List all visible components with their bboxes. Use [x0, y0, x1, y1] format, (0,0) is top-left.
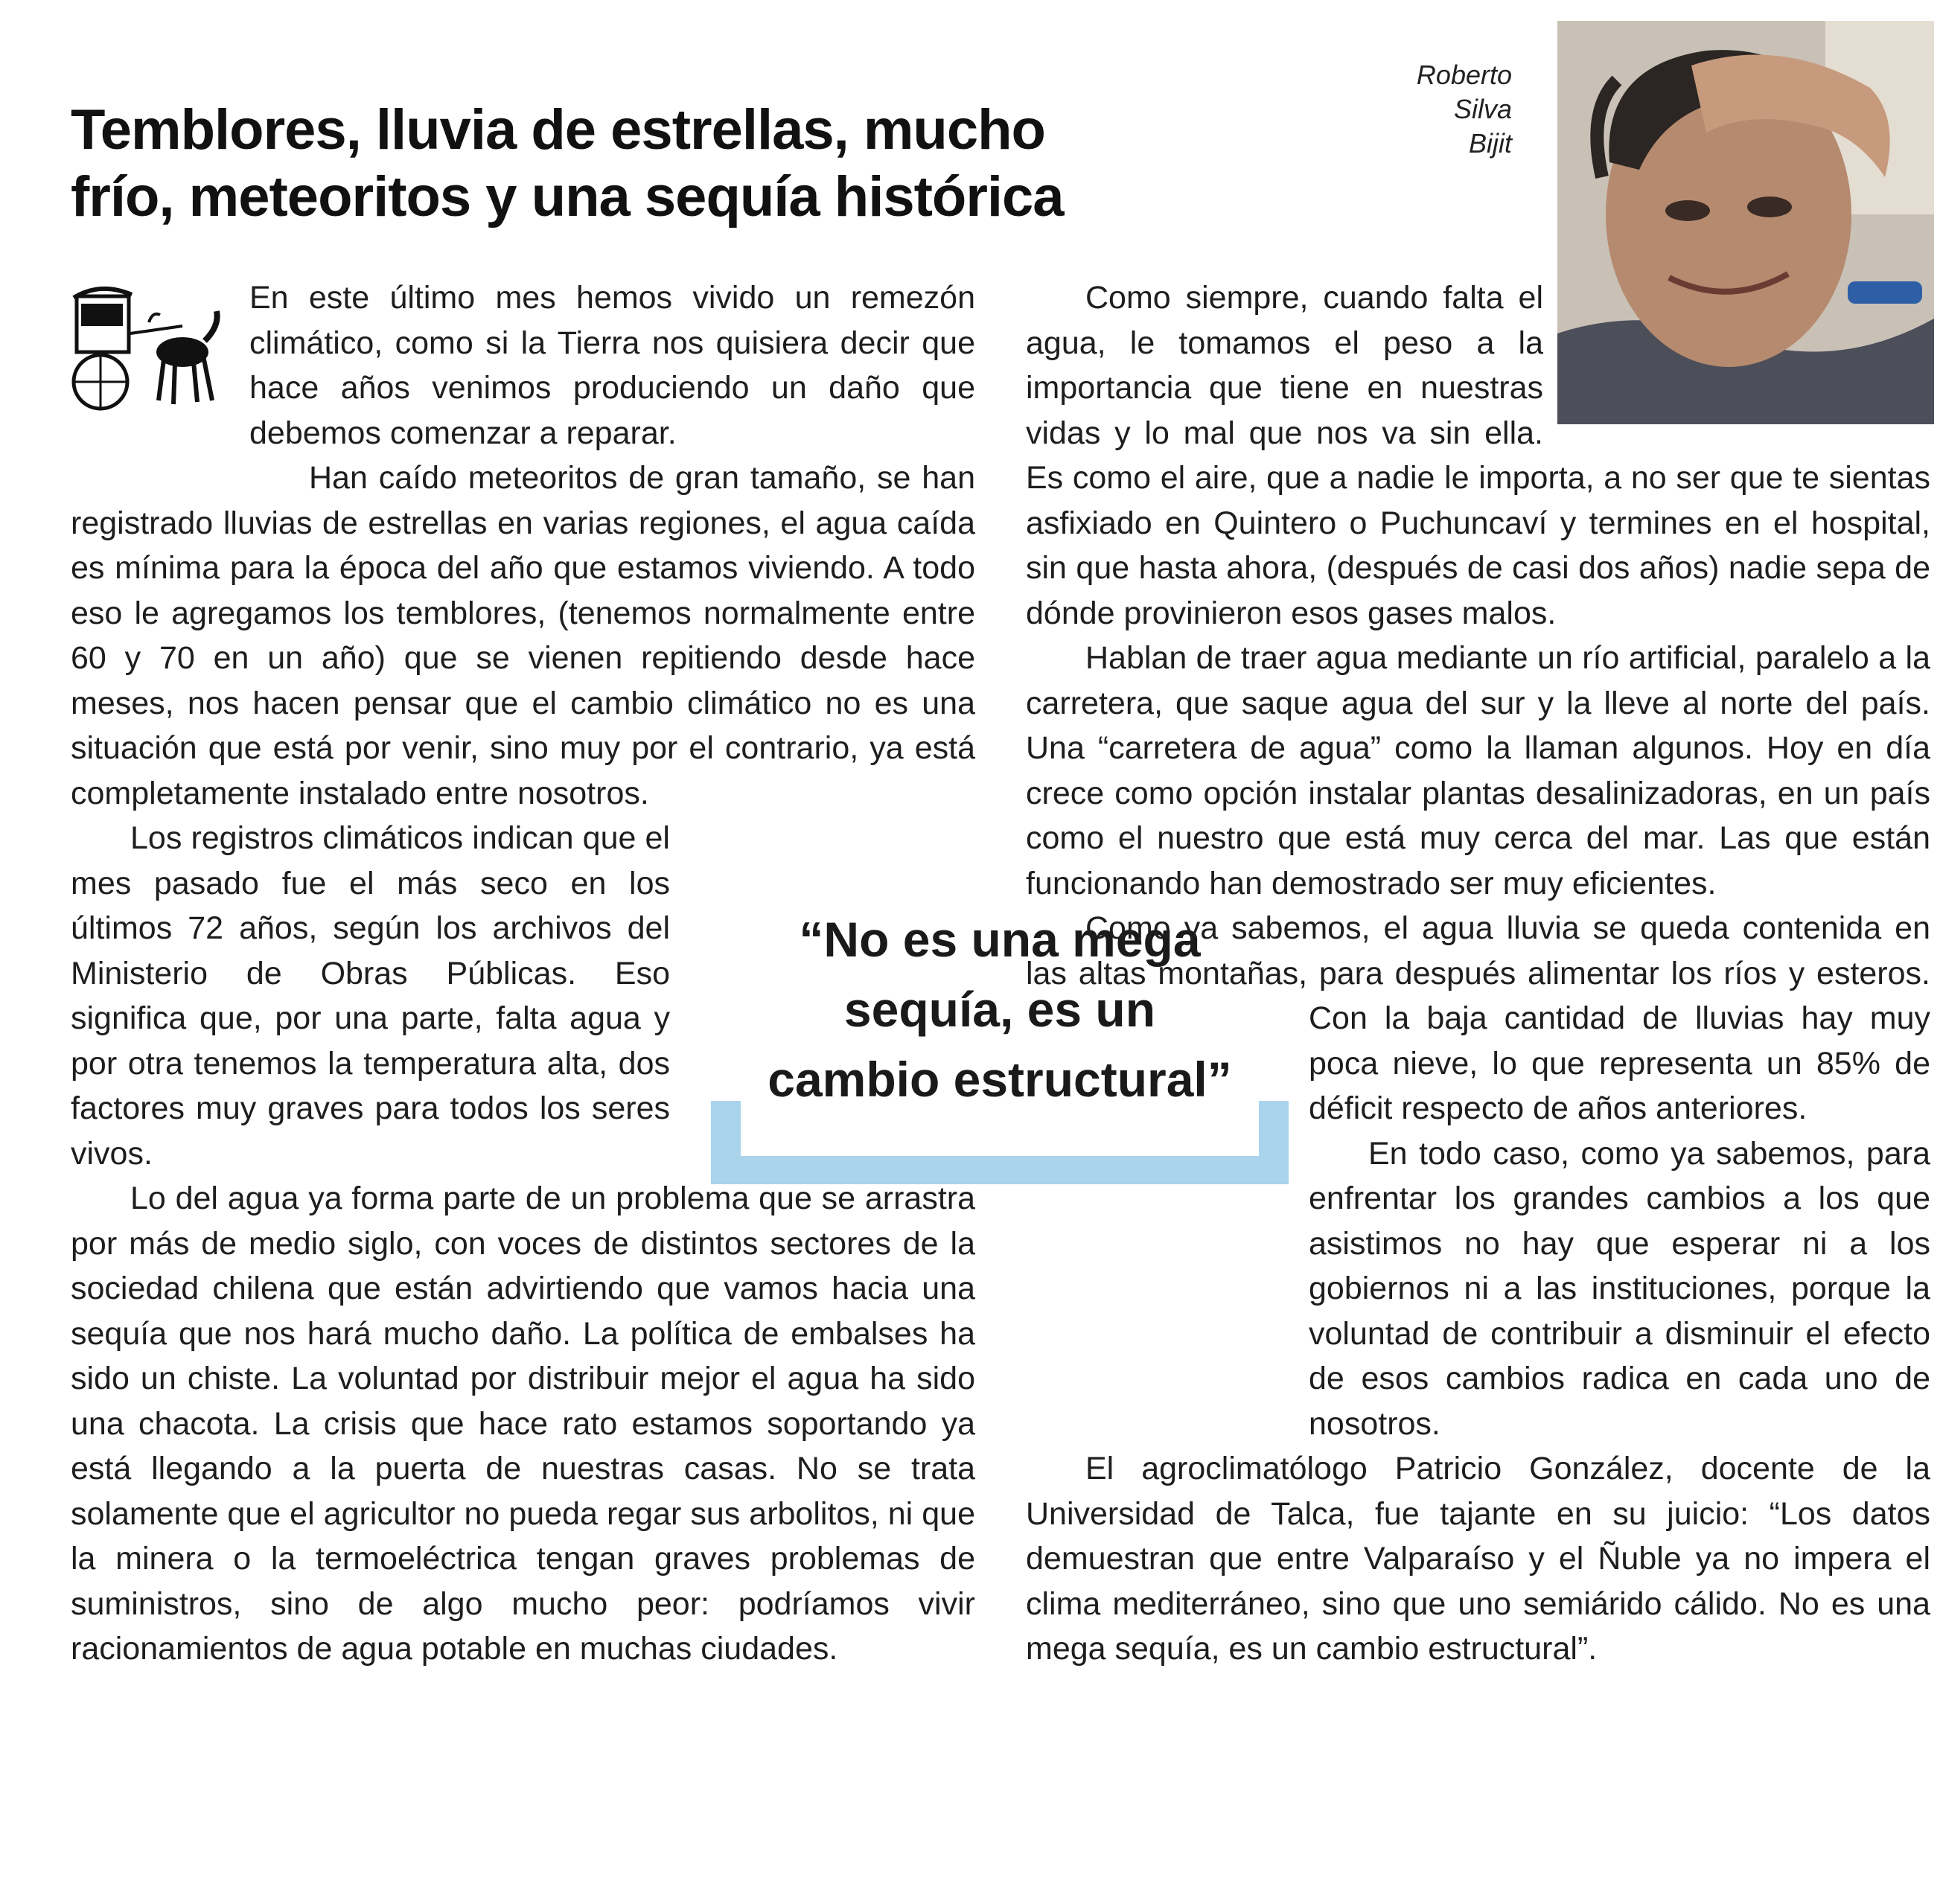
author-byline [1417, 58, 1512, 161]
headline-line-1: Temblores, lluvia de estrellas, mucho [71, 98, 1045, 162]
column-left [71, 275, 975, 1672]
author-last-name: Bijit [1468, 128, 1512, 159]
paragraph: Como siempre, cuando falta el agua, le tomamos el peso a la importancia que tiene en nuestras vidas y lo mal que nos va sin ella. Es como el aire, que a nadie le importa, a no ser que te sientas asfixiado en Quintero o Puchuncaví y termines en el hospital, sin que hasta ahora, (después de casi dos años) nadie sepa de dónde provinieron esos gases malos. [1026, 280, 1930, 631]
author-middle-name: Silva [1453, 94, 1512, 124]
paragraph: Los registros climáticos indican que el mes pasado fue el más seco en los últimos 72 años, según los archivos del Ministerio de Obras Públicas. Eso significa que, por una parte, falta agua y por otra tenemos la temperatura alta, dos factores muy graves para todos los seres vivos. [71, 820, 670, 1172]
headline-line-2: frío, meteoritos y una sequía histórica [71, 165, 1064, 229]
pull-quote-line-3: cambio estructural” [768, 1052, 1232, 1107]
paragraph: Lo del agua ya forma parte de un problema que se arrastra por más de medio siglo, con voces de distintos sectores de la sociedad chilena que están advirtiendo que vamos hacia una sequía que nos hará mucho daño. La política de embalses ha sido un chiste. La voluntad por distribuir mejor el agua ha sido una chacota. La crisis que hace rato estamos soportando ya está llegando a la puerta de nuestras casas. No se trata solamente que el agricultor no pueda regar sus arbolitos, ni que la minera o la termoeléctrica tengan graves problemas de suministros, sino de algo mucho peor: podríamos vivir racionamientos de agua potable en muchas ciudades. [71, 1181, 975, 1667]
pull-quote-line-2: sequía, es un [843, 982, 1156, 1037]
column-right [1026, 275, 1930, 1672]
pull-quote-line-1: “No es una mega [799, 912, 1201, 967]
headline [71, 97, 1064, 231]
paragraph: Hablan de traer agua mediante un río artificial, paralelo a la carretera, que saque agua del sur y la lleve al norte del país. Una “carretera de agua” como la llaman algunos. Hoy en día crece como opción instalar plantas desalinizadoras, en un país como el nuestro que está muy cerca del mar. Las que están funcionando han demostrado ser muy eficientes. [1026, 640, 1930, 901]
paragraph: Han caído meteoritos de gran tamaño, se han registrado lluvias de estrellas en varias regiones, el agua caída es mínima para la época del año que estamos viviendo. A todo eso le agregamos los temblores, (tenemos normalmente entre 60 y 70 en un año) que se vienen repitiendo desde hace meses, nos hacen pensar que el cambio climático no es una situación que está por venir, sino muy por el contrario, ya está completamente instalado entre nosotros. [71, 460, 975, 811]
author-first-name: Roberto [1416, 60, 1512, 90]
paragraph: En todo caso, como ya sabemos, para enfrentar los grandes cambios a los que asistimos no hay que esperar ni a los gobiernos ni a las instituciones, porque la voluntad de contribuir a disminuir el efecto de esos cambios radica en cada uno de nosotros. [1309, 1135, 1930, 1442]
paragraph: En este último mes hemos vivido un remezón climático, como si la Tierra nos quisiera decir que hace años venimos produciendo un daño que debemos comenzar a reparar. [249, 280, 975, 451]
paragraph: Como ya sabemos, el agua lluvia se queda contenida en las altas montañas, para después alimentar los ríos y esteros. Con la baja cantidad de lluvias hay muy poca nieve, lo que representa un 85% de déficit respecto de años anteriores. [1026, 910, 1930, 1126]
paragraph: El agroclimatólogo Patricio González, docente de la Universidad de Talca, fue tajante en su juicio: “Los datos demuestran que entre Valparaíso y el Ñuble ya no impera el clima mediterráneo, sino que uno semiárido cálido. No es una mega sequía, es un cambio estructural”. [1026, 1451, 1930, 1667]
